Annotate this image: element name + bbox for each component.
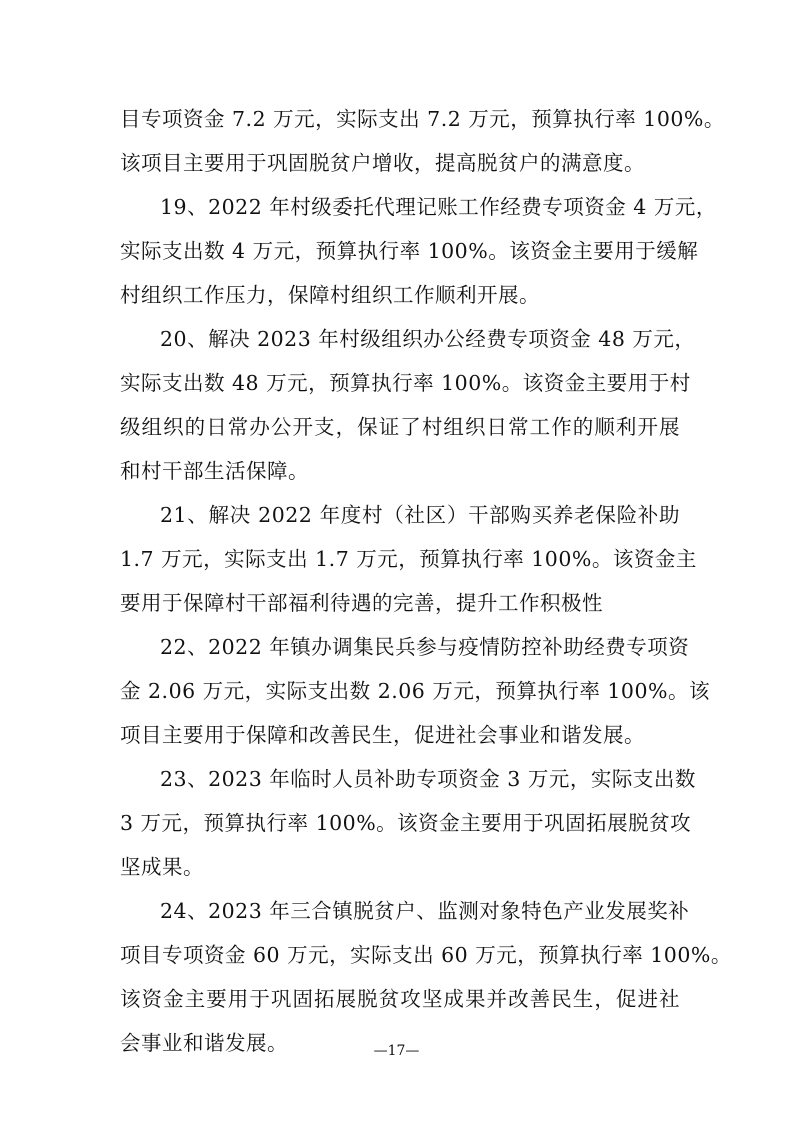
paragraph-line: 20、解决 2023 年村级组织办公经费专项资金 48 万元， xyxy=(160,327,696,351)
paragraph-line: 该资金主要用于巩固拓展脱贫攻坚成果并改善民生，促进社 xyxy=(120,987,680,1011)
paragraph-line: 22、2022 年镇办调集民兵参与疫情防控补助经费专项资 xyxy=(160,635,690,659)
paragraph-line: 级组织的日常办公开支，保证了村组织日常工作的顺利开展 xyxy=(120,415,680,439)
paragraph-line: 19、2022 年村级委托代理记账工作经费专项资金 4 万元， xyxy=(160,195,717,219)
paragraph-line: 项目主要用于保障和改善民生，促进社会事业和谐发展。 xyxy=(120,723,645,747)
paragraph-line: 24、2023 年三合镇脱贫户、监测对象特色产业发展奖补 xyxy=(160,899,690,923)
paragraph-line: 1.7 万元，实际支出 1.7 万元，预算执行率 100%。该资金主 xyxy=(120,547,697,571)
paragraph-line: 要用于保障村干部福利待遇的完善，提升工作积极性 xyxy=(120,591,603,615)
paragraph-line: 21、解决 2022 年度村（社区）干部购买养老保险补助 xyxy=(160,503,680,527)
paragraph-line: 实际支出数 4 万元，预算执行率 100%。该资金主要用于缓解 xyxy=(120,239,699,263)
page-number: —17— xyxy=(373,1043,420,1059)
paragraph-line: 金 2.06 万元，实际支出数 2.06 万元，预算执行率 100%。该 xyxy=(120,679,710,703)
paragraph-line: 实际支出数 48 万元，预算执行率 100%。该资金主要用于村 xyxy=(120,371,691,395)
paragraph-line: 坚成果。 xyxy=(120,855,204,879)
paragraph-line: 23、2023 年临时人员补助专项资金 3 万元，实际支出数 xyxy=(160,767,696,791)
paragraph-line: 村组织工作压力，保障村组织工作顺利开展。 xyxy=(120,283,540,307)
paragraph-line: 和村干部生活保障。 xyxy=(120,459,309,483)
paragraph-line: 3 万元，预算执行率 100%。该资金主要用于巩固拓展脱贫攻 xyxy=(120,811,692,835)
paragraph-line: 会事业和谐发展。 xyxy=(120,1031,288,1055)
paragraph-line: 项目专项资金 60 万元，实际支出 60 万元，预算执行率 100%。 xyxy=(120,943,732,967)
paragraph-line: 该项目主要用于巩固脱贫户增收，提高脱贫户的满意度。 xyxy=(120,151,645,175)
paragraph-line: 目专项资金 7.2 万元，实际支出 7.2 万元，预算执行率 100%。 xyxy=(120,107,725,131)
